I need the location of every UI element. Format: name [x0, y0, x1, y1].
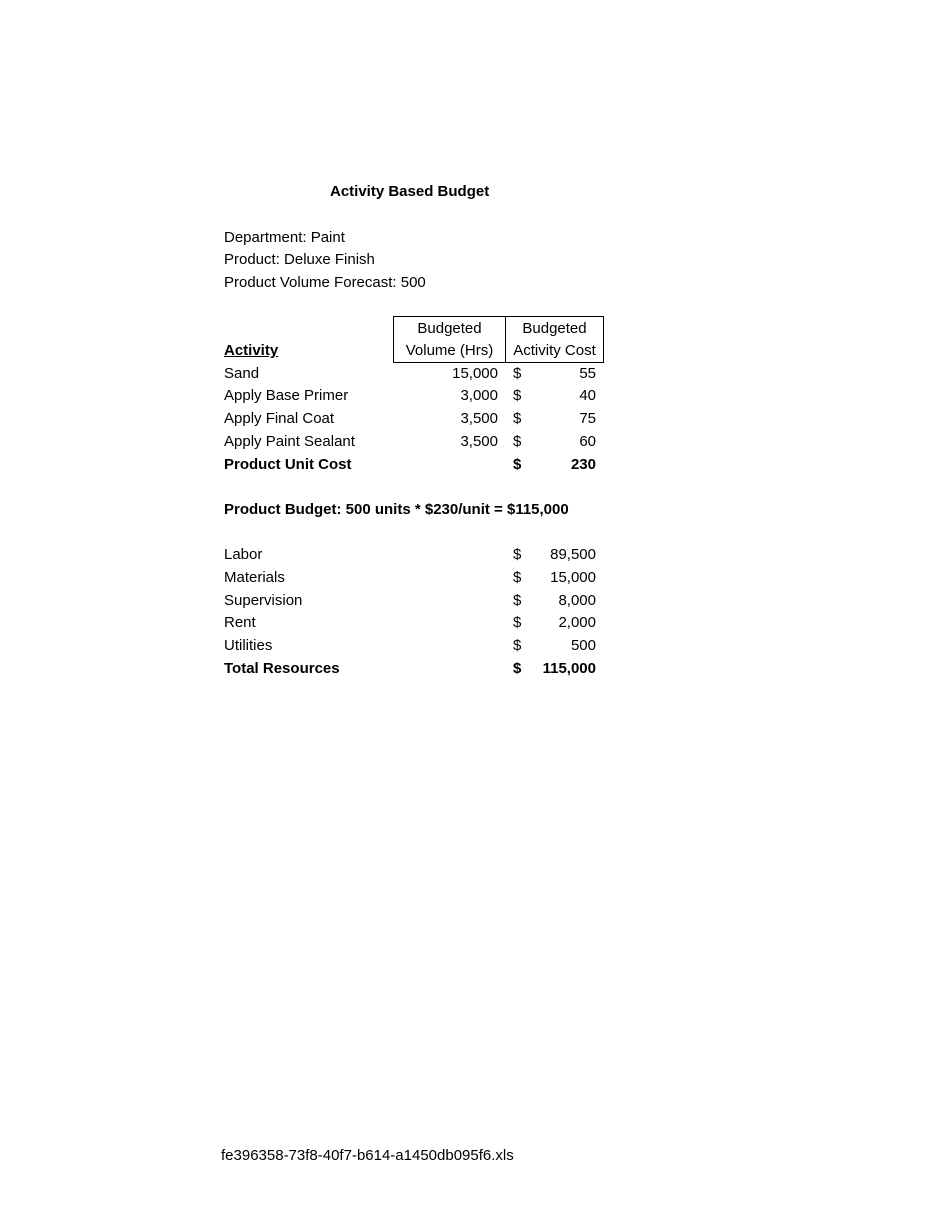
total-resources-amount: 115,000	[542, 660, 596, 677]
activity-currency: $	[513, 433, 522, 450]
resource-currency: $	[513, 637, 522, 654]
unit-cost-label: Product Unit Cost	[224, 456, 352, 473]
cost-header-line2: Activity Cost	[513, 342, 596, 359]
unit-cost-currency: $	[513, 456, 522, 473]
resource-label: Supervision	[224, 592, 303, 609]
resource-label: Labor	[224, 546, 263, 563]
activity-volume: 15,000	[452, 365, 498, 382]
resource-amount: 15,000	[550, 569, 596, 586]
volume-header-line1: Budgeted	[417, 320, 482, 337]
resource-amount: 500	[570, 637, 596, 654]
activity-label: Apply Paint Sealant	[224, 433, 355, 450]
page-title: Activity Based Budget	[330, 183, 490, 200]
resource-currency: $	[513, 569, 522, 586]
activity-label: Apply Base Primer	[224, 387, 349, 404]
activity-cost: 40	[579, 387, 596, 404]
activity-cost: 55	[579, 365, 596, 382]
volume-forecast-line: Product Volume Forecast: 500	[224, 274, 426, 291]
activity-volume: 3,500	[460, 410, 498, 427]
activity-cost: 75	[579, 410, 596, 427]
activity-volume: 3,500	[460, 433, 498, 450]
volume-header-line2: Volume (Hrs)	[405, 342, 494, 359]
activity-currency: $	[513, 365, 522, 382]
total-resources-currency: $	[513, 660, 522, 677]
resource-amount: 8,000	[558, 592, 596, 609]
activity-column-header: Activity	[224, 342, 279, 359]
product-budget-line: Product Budget: 500 units * $230/unit = $115,000	[224, 501, 569, 518]
resource-label: Rent	[224, 614, 256, 631]
resource-amount: 89,500	[550, 546, 596, 563]
cost-header-line1: Budgeted	[522, 320, 587, 337]
activity-volume: 3,000	[460, 387, 498, 404]
footer-filename: fe396358-73f8-40f7-b614-a1450db095f6.xls	[221, 1147, 514, 1164]
resource-currency: $	[513, 592, 522, 609]
resource-currency: $	[513, 546, 522, 563]
activity-label: Sand	[224, 365, 260, 382]
product-line: Product: Deluxe Finish	[224, 251, 375, 268]
activity-currency: $	[513, 387, 522, 404]
activity-label: Apply Final Coat	[224, 410, 335, 427]
department-line: Department: Paint	[224, 229, 345, 246]
total-resources-label: Total Resources	[224, 660, 340, 677]
resource-label: Materials	[224, 569, 285, 586]
activity-cost: 60	[579, 433, 596, 450]
resource-label: Utilities	[224, 637, 273, 654]
resource-currency: $	[513, 614, 522, 631]
unit-cost-value: 230	[570, 456, 596, 473]
activity-currency: $	[513, 410, 522, 427]
resource-amount: 2,000	[558, 614, 596, 631]
